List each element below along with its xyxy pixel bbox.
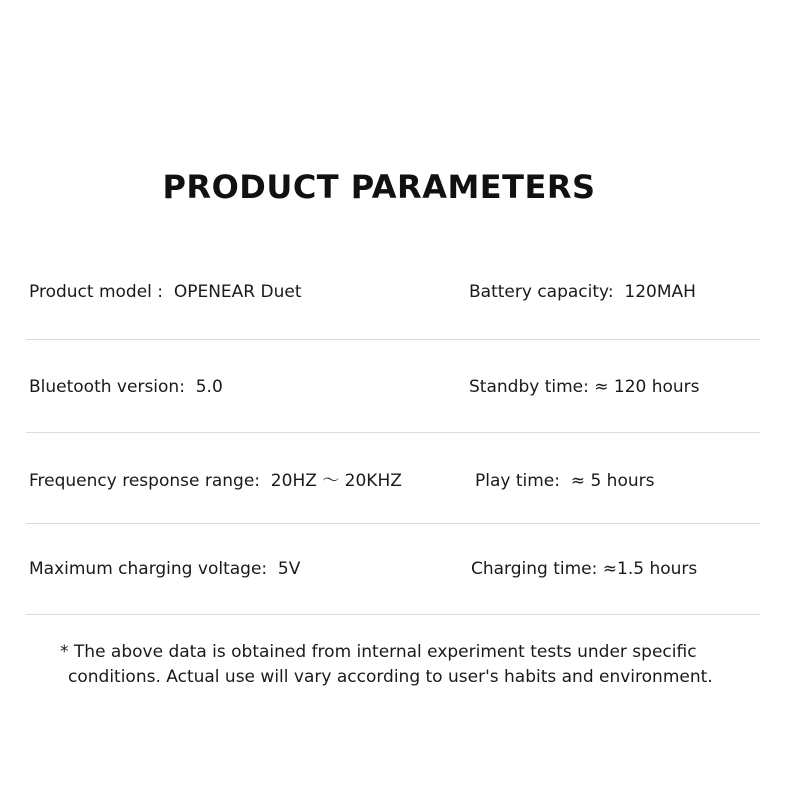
parameter-row [0, 272, 800, 312]
footnote-line-1: * The above data is obtained from internal experiment tests under specific [60, 642, 697, 662]
bluetooth-version-param: Bluetooth version: 5.0 [29, 377, 223, 397]
play-time-param: Play time: ≈ 5 hours [475, 471, 655, 491]
product-model-param: Product model : OPENEAR Duet [29, 282, 302, 302]
standby-time-param: Standby time: ≈ 120 hours [469, 377, 700, 397]
parameter-row [0, 367, 800, 407]
charging-voltage-param: Maximum charging voltage: 5V [29, 559, 301, 579]
row-divider [26, 614, 760, 615]
footnote-line-2: conditions. Actual use will vary according to user's habits and environment. [68, 667, 713, 687]
page-title: PRODUCT PARAMETERS [162, 168, 596, 206]
charging-time-param: Charging time: ≈1.5 hours [471, 559, 698, 579]
battery-capacity-param: Battery capacity: 120MAH [469, 282, 696, 302]
row-divider [26, 523, 760, 524]
row-divider [26, 339, 760, 340]
frequency-response-param: Frequency response range: 20HZ 〜 20KHZ [29, 471, 402, 491]
disclaimer-footnote [60, 640, 760, 690]
parameter-row [0, 461, 800, 501]
row-divider [26, 432, 760, 433]
parameter-row [0, 549, 800, 589]
